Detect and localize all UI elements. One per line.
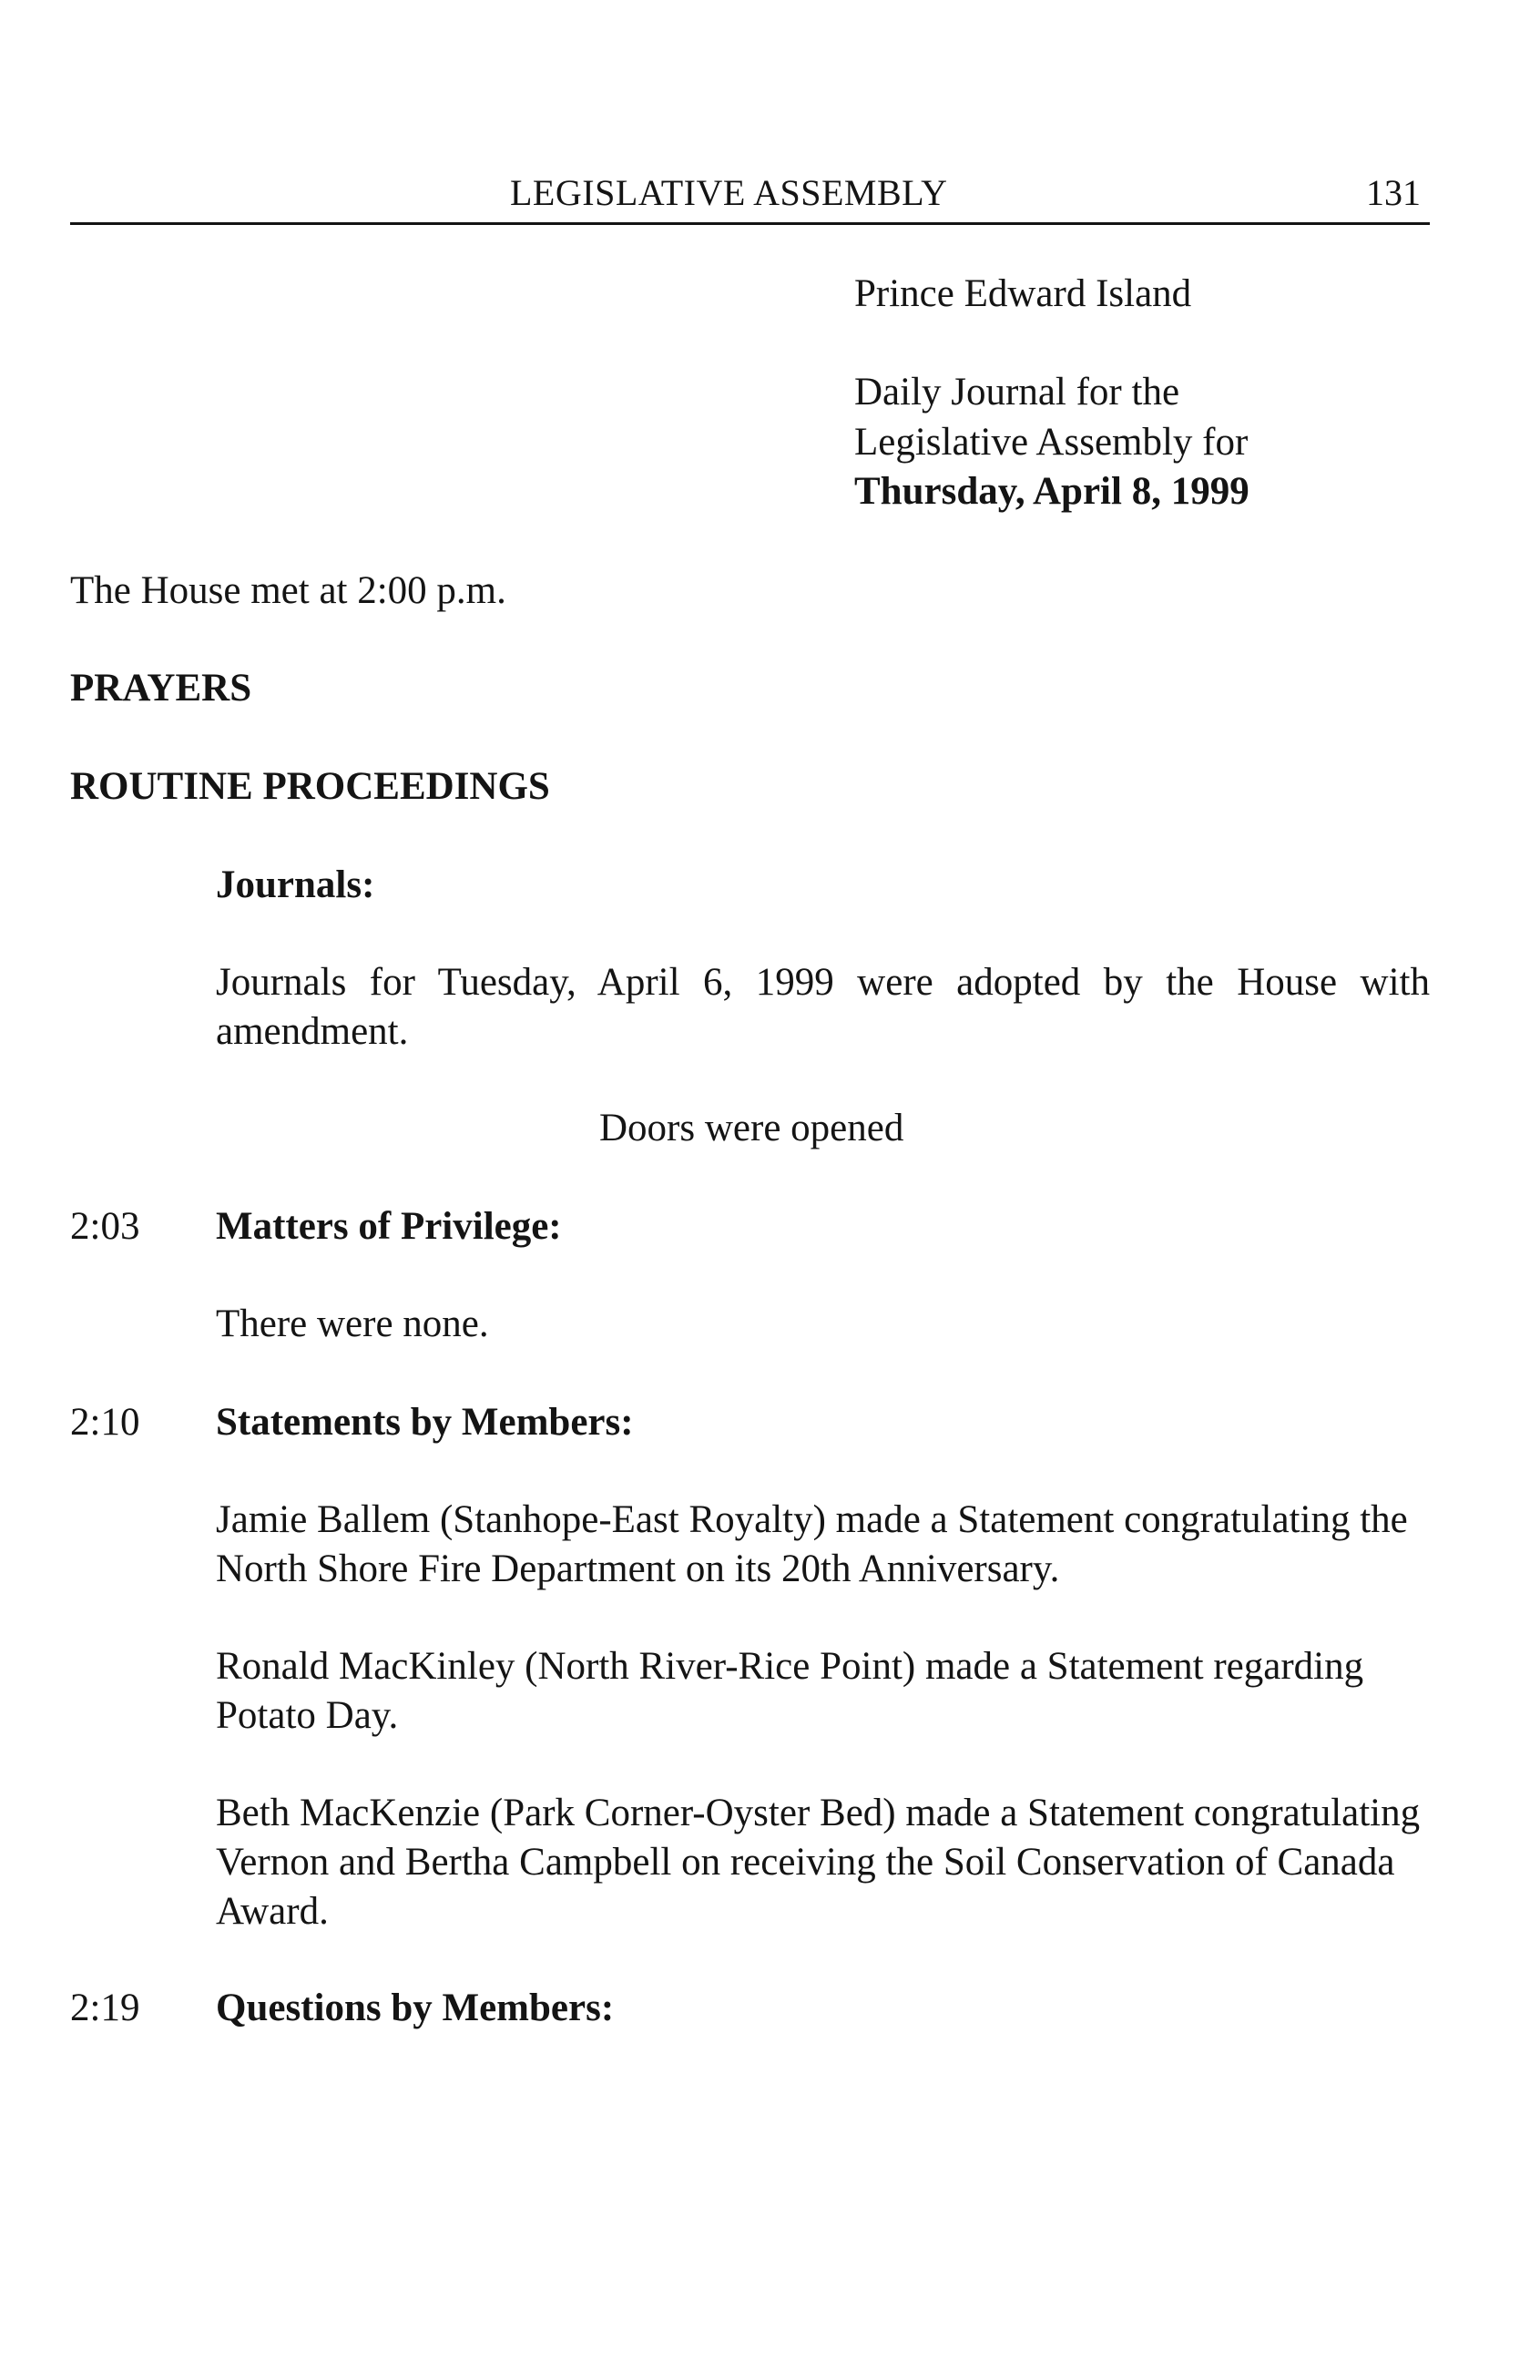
journal-title-line-1: Daily Journal for the — [854, 371, 1180, 414]
privilege-time: 2:03 — [70, 1205, 140, 1248]
statement-line: Potato Day. — [216, 1694, 399, 1737]
page-number: 131 — [1366, 172, 1421, 213]
statement-line: Award. — [216, 1890, 329, 1933]
house-met-statement: The House met at 2:00 p.m. — [70, 569, 506, 612]
statement-line: North Shore Fire Department on its 20th Anniversary. — [216, 1548, 1060, 1590]
running-head-title: LEGISLATIVE ASSEMBLY — [510, 172, 948, 213]
statements-heading: Statements by Members: — [216, 1401, 634, 1444]
statements-time: 2:10 — [70, 1401, 140, 1444]
statement-line: Beth MacKenzie (Park Corner-Oyster Bed) made a Statement congratulating — [216, 1792, 1421, 1834]
statement-line: Vernon and Bertha Campbell on receiving the Soil Conservation of Canada — [216, 1841, 1395, 1884]
journals-heading: Journals: — [216, 863, 375, 906]
statement-line: Jamie Ballem (Stanhope-East Royalty) made a Statement congratulating the — [216, 1498, 1408, 1541]
privilege-text: There were none. — [216, 1302, 489, 1345]
privilege-heading: Matters of Privilege: — [216, 1205, 562, 1248]
statement-line: Ronald MacKinley (North River-Rice Point) made a Statement regarding — [216, 1645, 1364, 1688]
member-statement — [216, 1642, 1430, 1741]
journal-title-line-2: Legislative Assembly for — [854, 421, 1249, 464]
prayers-heading: PRAYERS — [70, 667, 252, 710]
province-name: Prince Edward Island — [854, 272, 1192, 315]
journals-text: Journals for Tuesday, April 6, 1999 were adopted by the House with amendment. — [216, 961, 1430, 1053]
member-statement — [216, 1789, 1430, 1936]
journal-date: Thursday, April 8, 1999 — [854, 470, 1249, 513]
routine-proceedings-heading: ROUTINE PROCEEDINGS — [70, 765, 550, 808]
header-rule — [70, 222, 1430, 225]
questions-heading: Questions by Members: — [216, 1987, 615, 2029]
questions-time: 2:19 — [70, 1987, 140, 2029]
member-statement — [216, 1496, 1430, 1594]
doors-opened-note: Doors were opened — [599, 1107, 904, 1149]
